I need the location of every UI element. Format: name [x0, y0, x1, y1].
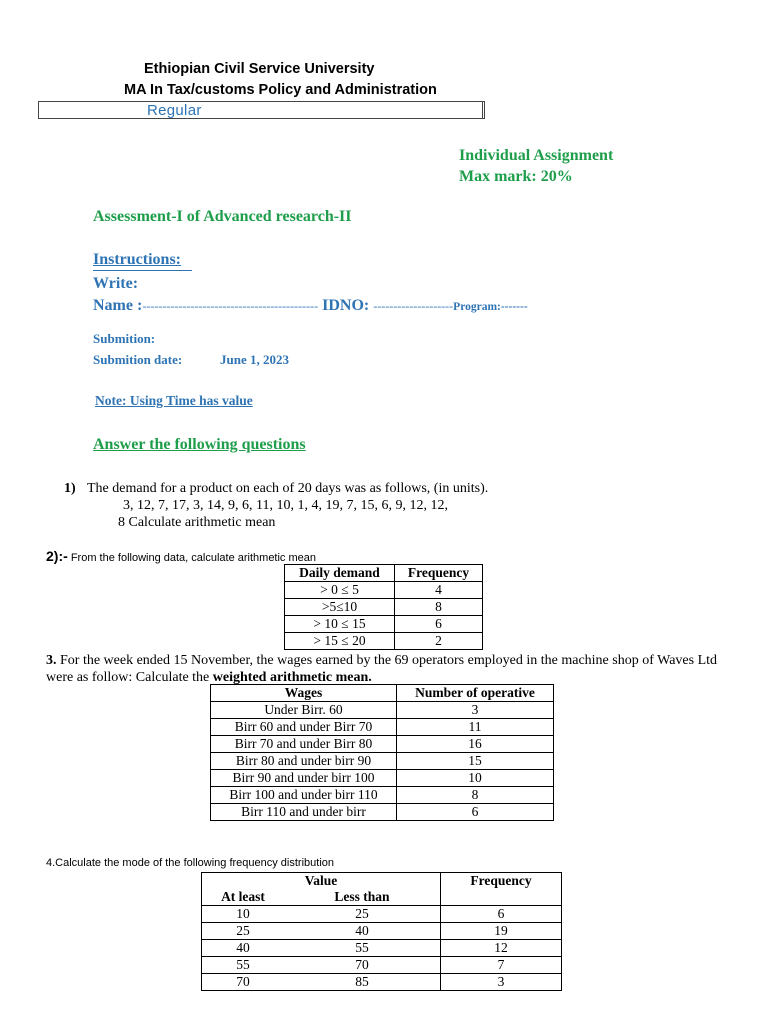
table-cell: 19: [441, 923, 562, 940]
row-divider: [38, 101, 39, 119]
q3-prompt: [46, 652, 736, 686]
q2-table: [284, 564, 483, 650]
submition-date-label: Submition date:: [93, 352, 183, 367]
table-cell: >5≤10: [285, 599, 395, 616]
q2-header-demand: Daily demand: [285, 565, 395, 582]
idno-dashes: --------------------: [373, 299, 454, 313]
q4-header-less-than: Less than: [284, 889, 441, 906]
q2-number: 2):-: [46, 548, 68, 564]
table-row: [285, 582, 483, 599]
university-name: Ethiopian Civil Service University: [144, 61, 375, 77]
instructions-heading: Instructions:: [93, 251, 182, 268]
table-cell: 8: [397, 787, 554, 804]
table-row: [202, 974, 562, 991]
table-cell: > 0 ≤ 5: [285, 582, 395, 599]
assignment-type: Individual Assignment: [459, 147, 614, 164]
write-label: Write:: [93, 275, 139, 292]
table-row: [211, 787, 554, 804]
table-row: [285, 599, 483, 616]
table-cell: 8: [395, 599, 483, 616]
q1-data-continued: 8 Calculate arithmetic mean: [118, 515, 276, 530]
q3-text: For the week ended 15 November, the wages earned by the 69 operators employed in the machine shop of Waves Ltd were as follow: Calculate the: [46, 653, 718, 685]
table-cell: 25: [284, 906, 441, 923]
table-cell: Birr 100 and under birr 110: [211, 787, 397, 804]
q4-header-value: Value: [202, 873, 441, 890]
table-cell: Birr 90 and under birr 100: [211, 770, 397, 787]
q4-header-at-least: At least: [202, 889, 285, 906]
program-name: MA In Tax/customs Policy and Administration: [124, 82, 437, 98]
table-row: [211, 736, 554, 753]
regular-label: Regular: [147, 102, 202, 119]
table-cell: 25: [202, 923, 285, 940]
q4-prompt: 4.Calculate the mode of the following frequency distribution: [46, 857, 335, 869]
table-cell: 12: [441, 940, 562, 957]
table-row: [285, 616, 483, 633]
q3-emphasis: weighted arithmetic mean.: [212, 670, 372, 685]
table-cell: Birr 70 and under Birr 80: [211, 736, 397, 753]
table-row: [211, 804, 554, 821]
table-cell: 10: [202, 906, 285, 923]
max-mark: Max mark: 20%: [459, 168, 573, 185]
assessment-title: Assessment-I of Advanced research-II: [93, 208, 352, 225]
table-cell: Birr 60 and under Birr 70: [211, 719, 397, 736]
table-row: [202, 957, 562, 974]
q4-table: [201, 872, 562, 991]
table-cell: 11: [397, 719, 554, 736]
table-cell: 16: [397, 736, 554, 753]
q3-number: 3.: [46, 653, 57, 668]
table-row: [211, 753, 554, 770]
q2-text: From the following data, calculate arithmetic mean: [67, 552, 317, 564]
q1-text: The demand for a product on each of 20 days was as follows, (in units).: [87, 481, 489, 496]
table-row: [202, 940, 562, 957]
table-cell: 40: [202, 940, 285, 957]
table-cell: 4: [395, 582, 483, 599]
row-divider: [482, 101, 483, 119]
table-cell: 70: [202, 974, 285, 991]
instructions-underline: [93, 270, 192, 271]
table-cell: 6: [441, 906, 562, 923]
table-row: [202, 906, 562, 923]
table-cell: > 10 ≤ 15: [285, 616, 395, 633]
table-cell: Birr 80 and under birr 90: [211, 753, 397, 770]
table-cell: 55: [284, 940, 441, 957]
q4-header-frequency: Frequency: [441, 873, 562, 906]
table-cell: > 15 ≤ 20: [285, 633, 395, 650]
table-row: [211, 702, 554, 719]
table-cell: 85: [284, 974, 441, 991]
table-cell: 15: [397, 753, 554, 770]
name-dashes: --------------------------------------------: [142, 299, 319, 313]
table-cell: 6: [397, 804, 554, 821]
q3-header-wages: Wages: [211, 685, 397, 702]
table-cell: 10: [397, 770, 554, 787]
q2-prompt: [46, 548, 316, 564]
name-label: Name :: [93, 297, 143, 314]
note: Note: Using Time has value: [95, 393, 253, 408]
table-row: [211, 770, 554, 787]
table-cell: 2: [395, 633, 483, 650]
table-cell: 40: [284, 923, 441, 940]
q1-number: 1): [64, 481, 76, 496]
q1-data: 3, 12, 7, 17, 3, 14, 9, 6, 11, 10, 1, 4, 19, 7, 15, 6, 9, 12, 12,: [123, 498, 448, 513]
submition-label: Submition:: [93, 331, 156, 346]
q2-header-frequency: Frequency: [395, 565, 483, 582]
table-cell: 70: [284, 957, 441, 974]
table-cell: 7: [441, 957, 562, 974]
q3-header-operative: Number of operative: [397, 685, 554, 702]
submition-date: June 1, 2023: [220, 352, 289, 367]
answer-heading: Answer the following questions: [93, 436, 306, 453]
table-cell: Birr 110 and under birr: [211, 804, 397, 821]
table-row: [211, 719, 554, 736]
table-row: [202, 923, 562, 940]
regular-row: [38, 101, 485, 119]
table-cell: 6: [395, 616, 483, 633]
table-row: [285, 633, 483, 650]
program-label: Program:-------: [453, 301, 528, 313]
name-line: [93, 297, 528, 315]
table-cell: Under Birr. 60: [211, 702, 397, 719]
idno-label: IDNO:: [322, 297, 370, 314]
table-cell: 55: [202, 957, 285, 974]
table-cell: 3: [441, 974, 562, 991]
table-cell: 3: [397, 702, 554, 719]
q3-table: [210, 684, 554, 821]
